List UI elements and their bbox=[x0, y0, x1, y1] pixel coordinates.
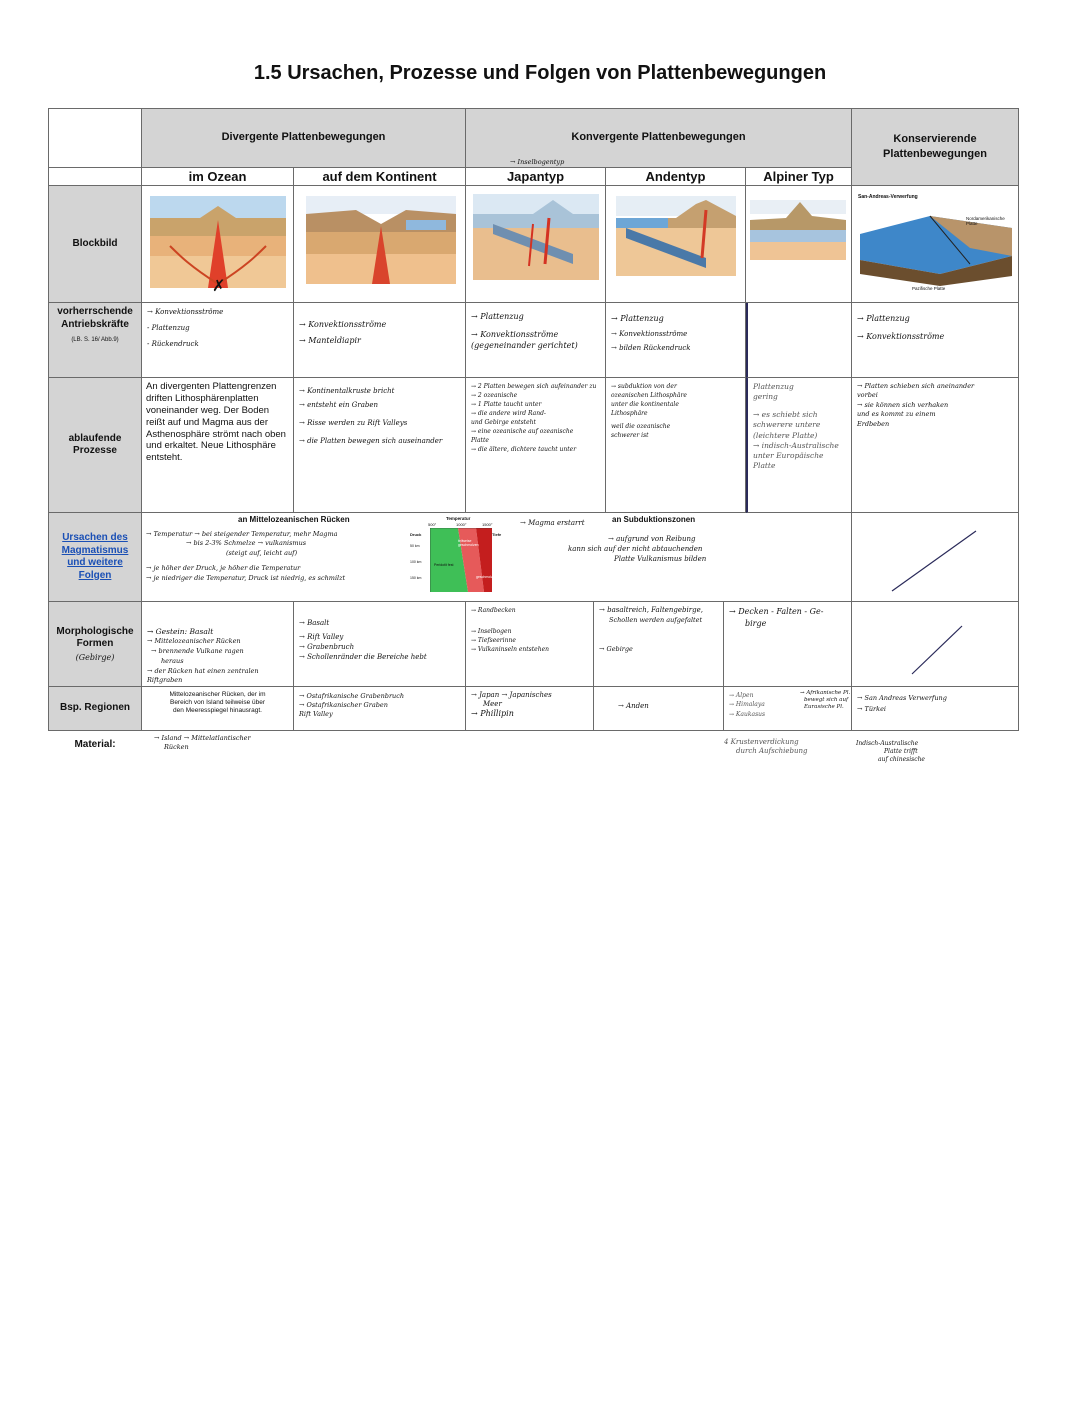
regionen-anden bbox=[594, 687, 724, 731]
regionen-anden-1: → Anden bbox=[618, 702, 649, 710]
regionen-alpin-1: → Alpen bbox=[729, 692, 754, 699]
regionen-alpin-note-3: Eurasische Pl. bbox=[804, 704, 844, 711]
phase-depth-axis-label: Tiefe bbox=[492, 532, 502, 537]
material-alpin-2: durch Aufschiebung bbox=[736, 747, 808, 756]
antrieb-ozean-3: - Rückendruck bbox=[147, 340, 199, 349]
antrieb-kontinent-2: → Manteldiapir bbox=[299, 335, 361, 345]
ursachen-mor-4: → je höher der Druck, je höher die Temperatur bbox=[146, 564, 301, 573]
antrieb-anden-3: → bilden Rückendruck bbox=[611, 343, 691, 352]
prozesse-alpin-2: gering bbox=[753, 392, 778, 402]
material-ozean-1: → Island → Mittelatlantischer bbox=[154, 734, 251, 742]
phase-zone-melt: geschmolzen bbox=[476, 575, 497, 579]
prozesse-alpin-4: schwerere untere bbox=[753, 420, 821, 430]
label-subduktionszonen: an Subduktionszonen bbox=[612, 515, 696, 524]
phase-depth-label: Druck bbox=[410, 532, 422, 537]
morph-anden bbox=[594, 602, 724, 687]
regionen-alpin-2: → Himalaya bbox=[729, 701, 765, 709]
ursachen-link-3[interactable]: und weitere bbox=[67, 557, 123, 568]
morph-kontinent-3: → Grabenbruch bbox=[299, 643, 355, 652]
morph-japan bbox=[466, 602, 594, 687]
phase-tick-2: 1000° bbox=[456, 522, 467, 527]
morph-japan-3: → Tiefseerinne bbox=[471, 637, 516, 644]
subheader-ozean: im Ozean bbox=[142, 168, 294, 186]
antrieb-japan-2: → Konvektionsströme bbox=[471, 329, 559, 339]
ursachen-sub-notes bbox=[568, 534, 768, 564]
antrieb-konservierend-2: → Konvektionsströme bbox=[857, 331, 945, 341]
antrieb-label-1: vorherrschende bbox=[57, 306, 133, 317]
regionen-alpin-note-2: bewegt sich auf bbox=[804, 697, 849, 704]
material-konservierend bbox=[856, 740, 925, 764]
blockbild-alpin bbox=[746, 186, 852, 303]
prozesse-anden-5: weil die ozeanische bbox=[611, 423, 671, 430]
prozesse-ozean: An divergenten Plattengrenzen driften Lithosphärenplatten voneinander weg. Der Boden reißt auf und Magma aus der Asthenosphäre strömt nach oben und erkaltet. Neue Lithosphäre entsteht. bbox=[142, 378, 294, 513]
regionen-alpin-note-1: → Afrikanische Pl. bbox=[800, 690, 851, 696]
prozesse-label-2: Prozesse bbox=[73, 445, 117, 456]
prozesse-konservierend bbox=[852, 378, 1019, 513]
blockbild-anden-diagram bbox=[616, 196, 736, 276]
antrieb-kontinent bbox=[294, 303, 466, 378]
subheader-alpin: Alpiner Typ bbox=[746, 168, 852, 186]
row-label-morph bbox=[48, 602, 142, 687]
ursachen-link-4[interactable]: Folgen bbox=[78, 569, 112, 581]
prozesse-konservierend-5: Erdbeben bbox=[857, 419, 890, 428]
page-title: 1.5 Ursachen, Prozesse und Folgen von Plattenbewegungen bbox=[253, 62, 827, 84]
ursachen-link-1[interactable]: Ursachen des bbox=[62, 532, 128, 543]
prozesse-japan-8: → die ältere, dichtere taucht unter bbox=[471, 446, 577, 453]
japan-note: → Inselbogentyp bbox=[510, 158, 565, 166]
regionen-kontinent-3: Rift Valley bbox=[299, 710, 333, 719]
phase-tick-3: 1500° bbox=[482, 522, 493, 527]
morph-ozean-1: → Gestein: Basalt bbox=[147, 627, 214, 636]
ursachen-konservierend bbox=[852, 513, 1019, 602]
regionen-alpin-3: → Kaukasus bbox=[729, 710, 766, 718]
header-konservierend bbox=[852, 108, 1019, 186]
prozesse-konservierend-1: → Platten schieben sich aneinander bbox=[857, 382, 975, 390]
regionen-japan-2: Meer bbox=[483, 700, 502, 709]
blockbild-ozean bbox=[142, 186, 294, 303]
material-konservierend-1: Indisch-Australische bbox=[856, 740, 919, 747]
ursachen-konservierend-strike bbox=[852, 513, 1019, 602]
morph-konservierend bbox=[852, 602, 1019, 687]
regionen-kontinent-2: → Ostafrikanischer Graben bbox=[299, 701, 388, 710]
row-label-material bbox=[48, 733, 142, 757]
phase-zone-partial: teilweise geschmolzen bbox=[458, 539, 479, 547]
antrieb-ozean-2: - Plattenzug bbox=[147, 324, 190, 333]
row-label-regionen bbox=[48, 687, 142, 731]
row-label-blockbild bbox=[48, 186, 142, 303]
morph-ozean-4: heraus bbox=[161, 656, 184, 665]
antrieb-ref: (LB. S. 16/ Abb.9) bbox=[71, 337, 119, 343]
morph-alpin-1: → Decken - Falten - Ge- bbox=[729, 607, 824, 616]
corner-cell-2 bbox=[48, 168, 142, 186]
ursachen-mor-5: → je niedriger die Temperatur, Druck ist niedrig, es schmilzt bbox=[146, 573, 346, 582]
blockbild-ozean-x-mark: ✗ bbox=[212, 276, 226, 295]
blockbild-japan bbox=[466, 186, 606, 303]
phase-zone-solid: Peridotit fest bbox=[434, 563, 454, 567]
prozesse-anden-1: → subduktion von der bbox=[611, 383, 677, 390]
prozesse-alpin-3: → es schiebt sich bbox=[753, 410, 818, 420]
prozesse-japan-7: Platte bbox=[471, 437, 489, 444]
prozesse-anden-3: unter die kontinentale bbox=[611, 401, 679, 408]
ursachen-mor-3: (steigt auf, leicht auf) bbox=[226, 548, 298, 557]
row-label-antrieb bbox=[48, 303, 142, 378]
phase-diagram-plot bbox=[430, 528, 492, 592]
antrieb-alpin bbox=[746, 303, 852, 378]
regionen-kontinent bbox=[294, 687, 466, 731]
corner-cell bbox=[48, 108, 142, 168]
material-konservierend-3: auf chinesische bbox=[878, 756, 925, 764]
regionen-alpin-note bbox=[800, 690, 850, 711]
regionen-japan-3: → Phillipin bbox=[471, 709, 514, 719]
prozesse-alpin-5: (leichtere Platte) bbox=[753, 430, 818, 440]
morph-anden-2: Schollen werden aufgefaltet bbox=[609, 615, 703, 624]
morph-anden-3: → Gebirge bbox=[599, 644, 633, 653]
antrieb-japan-1: → Plattenzug bbox=[471, 312, 524, 321]
prozesse-japan bbox=[466, 378, 606, 513]
ursachen-sub-2: kann sich auf der nicht abtauchenden bbox=[568, 545, 703, 554]
morph-label-1: Morphologische bbox=[56, 625, 134, 637]
regionen-alpin bbox=[724, 687, 852, 731]
phase-tick-1: 500° bbox=[428, 522, 437, 527]
material-ozean bbox=[154, 734, 251, 753]
material-ozean-2: Rücken bbox=[164, 743, 189, 752]
subheader-japantyp: Japantyp bbox=[466, 168, 606, 186]
prozesse-japan-1: → 2 Platten bewegen sich aufeinander zu bbox=[471, 383, 597, 390]
header-konservierend-line2: Plattenbewegungen bbox=[883, 148, 987, 160]
prozesse-label-1: ablaufende bbox=[68, 432, 122, 444]
prozesse-anden-4: Lithosphäre bbox=[611, 410, 648, 417]
material-alpin-1: 4 Krustenverdickung bbox=[724, 738, 799, 746]
ursachen-magma: → Magma erstarrt bbox=[520, 519, 585, 527]
morph-note: (Gebirge) bbox=[75, 652, 115, 662]
antrieb-konservierend-1: → Plattenzug bbox=[857, 314, 910, 323]
ursachen-sub-1: → aufgrund von Reibung bbox=[608, 535, 696, 543]
antrieb-ozean-1: → Konvektionsströme bbox=[147, 308, 224, 316]
antrieb-japan bbox=[466, 303, 606, 378]
prozesse-konservierend-2: vorbei bbox=[857, 391, 878, 400]
morph-alpin-2: birge bbox=[745, 618, 767, 628]
phase-diagram bbox=[410, 516, 502, 596]
antrieb-ozean bbox=[142, 303, 294, 378]
phase-depth-3: 150 km bbox=[410, 576, 422, 580]
material-alpin bbox=[724, 738, 808, 756]
prozesse-konservierend-3: → sie können sich verhaken bbox=[857, 400, 949, 409]
ursachen-sub-3: Platte Vulkanismus bilden bbox=[614, 555, 707, 564]
antrieb-anden bbox=[606, 303, 746, 378]
morph-ozean bbox=[142, 602, 294, 687]
blockbild-konservierend bbox=[852, 186, 1019, 303]
ursachen-mor-notes bbox=[146, 530, 416, 583]
antrieb-label-2: Antriebskräfte bbox=[61, 318, 129, 330]
morph-kontinent-4: → Schollenränder die Bereiche hebt bbox=[299, 653, 427, 662]
header-konvergent: Konvergente Plattenbewegungen bbox=[466, 108, 852, 168]
regionen-japan-1: → Japan → Japanisches bbox=[471, 691, 552, 699]
prozesse-anden-6: schwerer ist bbox=[611, 432, 649, 439]
ursachen-mor-1: → Temperatur → bei steigender Temperatur, mehr Magma bbox=[146, 530, 338, 538]
prozesse-japan-5: und Gebirge entsteht bbox=[471, 419, 536, 426]
morph-label-2: Formen bbox=[76, 638, 114, 649]
label-mittelozeanische-ruecken: an Mittelozeanischen Rücken bbox=[238, 515, 350, 524]
phase-diagram-title: Temperatur bbox=[446, 516, 471, 521]
row-label-ursachen bbox=[48, 513, 142, 602]
prozesse-japan-6: → eine ozeanische auf ozeanische bbox=[471, 428, 574, 435]
morph-konservierend-strike bbox=[852, 602, 1019, 687]
morph-anden-1: → basaltreich, Faltengebirge, bbox=[599, 606, 703, 614]
morph-ozean-3: → brennende Vulkane ragen bbox=[151, 647, 244, 655]
prozesse-kontinent-1: → Kontinentalkruste bricht bbox=[299, 387, 395, 395]
blockbild-anden bbox=[606, 186, 746, 303]
morph-kontinent-1: → Basalt bbox=[299, 619, 330, 627]
prozesse-japan-3: → 1 Platte taucht unter bbox=[471, 401, 542, 408]
antrieb-anden-2: → Konvektionsströme bbox=[611, 329, 688, 338]
morph-japan-1: → Randbecken bbox=[471, 607, 516, 614]
antrieb-kontinent-1: → Konvektionsströme bbox=[299, 320, 387, 329]
prozesse-alpin-1: Plattenzug bbox=[753, 382, 794, 391]
antrieb-konservierend bbox=[852, 303, 1019, 378]
nordamerikanische-platte-label: Nordamerikanische Platte bbox=[966, 216, 1005, 227]
blockbild-kontinent bbox=[294, 186, 466, 303]
blockbild-kontinent-diagram bbox=[306, 196, 456, 284]
prozesse-alpin-7: unter Europäische bbox=[753, 450, 824, 460]
regionen-kontinent-1: → Ostafrikanische Grabenbruch bbox=[299, 692, 405, 700]
regionen-ozean: Mittelozeanischer Rücken, der im Bereich von Island teilweise über den Meeresspiegel hinausragt. bbox=[142, 687, 294, 731]
ursachen-mor-2: → bis 2-3% Schmelze → vulkanismus bbox=[186, 539, 307, 548]
morph-japan-4: → Vulkaninseln entstehen bbox=[471, 646, 549, 653]
blockbild-japan-diagram bbox=[473, 194, 599, 280]
regionen-japan bbox=[466, 687, 594, 731]
morph-ozean-2: → Mittelozeanischer Rücken bbox=[147, 637, 241, 646]
prozesse-kontinent-3: → Risse werden zu Rift Valleys bbox=[299, 419, 408, 428]
prozesse-konservierend-4: und es kommt zu einem bbox=[857, 410, 936, 419]
prozesse-kontinent-4: → die Platten bewegen sich auseinander bbox=[299, 437, 443, 446]
phase-depth-1: 50 km bbox=[410, 544, 420, 548]
pazifische-platte-label: Pazifische Platte bbox=[912, 286, 946, 291]
ursachen-link-2[interactable]: Magmatismus bbox=[61, 544, 129, 556]
prozesse-alpin bbox=[746, 378, 852, 513]
header-divergent: Divergente Plattenbewegungen bbox=[142, 108, 466, 168]
header-konservierend-line1: Konservierende bbox=[893, 132, 977, 145]
regionen-konservierend-1: → San Andreas Verwerfung bbox=[857, 694, 947, 702]
prozesse-alpin-8: Platte bbox=[753, 460, 776, 470]
morph-kontinent-2: → Rift Valley bbox=[299, 633, 344, 642]
morph-ozean-5: → der Rücken hat einen zentralen Riftgraben bbox=[147, 666, 259, 685]
blockbild-label: Blockbild bbox=[72, 237, 118, 249]
material-konservierend-2: Platte trifft bbox=[884, 748, 918, 756]
prozesse-anden-2: ozeanischen Lithosphäre bbox=[611, 392, 687, 399]
san-andreas-diagram-title: San-Andreas-Verwerfung bbox=[858, 194, 918, 200]
prozesse-japan-2: → 2 ozeanische bbox=[471, 392, 518, 399]
prozesse-kontinent bbox=[294, 378, 466, 513]
prozesse-alpin-6: → indisch-Australische bbox=[753, 440, 839, 450]
subheader-kontinent: auf dem Kontinent bbox=[294, 168, 466, 186]
regionen-label: Bsp. Regionen bbox=[59, 702, 130, 714]
phase-depth-2: 100 km bbox=[410, 560, 422, 564]
prozesse-japan-4: → die andere wird Rand- bbox=[471, 410, 546, 417]
prozesse-kontinent-2: → entsteht ein Graben bbox=[299, 401, 379, 410]
row-label-prozesse bbox=[48, 378, 142, 513]
antrieb-anden-1: → Plattenzug bbox=[611, 314, 664, 323]
antrieb-japan-3: (gegeneinander gerichtet) bbox=[471, 341, 578, 351]
regionen-konservierend bbox=[852, 687, 1019, 731]
morph-alpin bbox=[724, 602, 852, 687]
prozesse-anden bbox=[606, 378, 746, 513]
blockbild-alpin-diagram bbox=[750, 200, 846, 260]
morph-japan-2: → Inselbogen bbox=[471, 628, 512, 635]
subheader-andentyp: Andentyp bbox=[606, 168, 746, 186]
material-label: Material: bbox=[74, 738, 116, 750]
regionen-konservierend-2: → Türkei bbox=[857, 705, 887, 714]
morph-kontinent bbox=[294, 602, 466, 687]
